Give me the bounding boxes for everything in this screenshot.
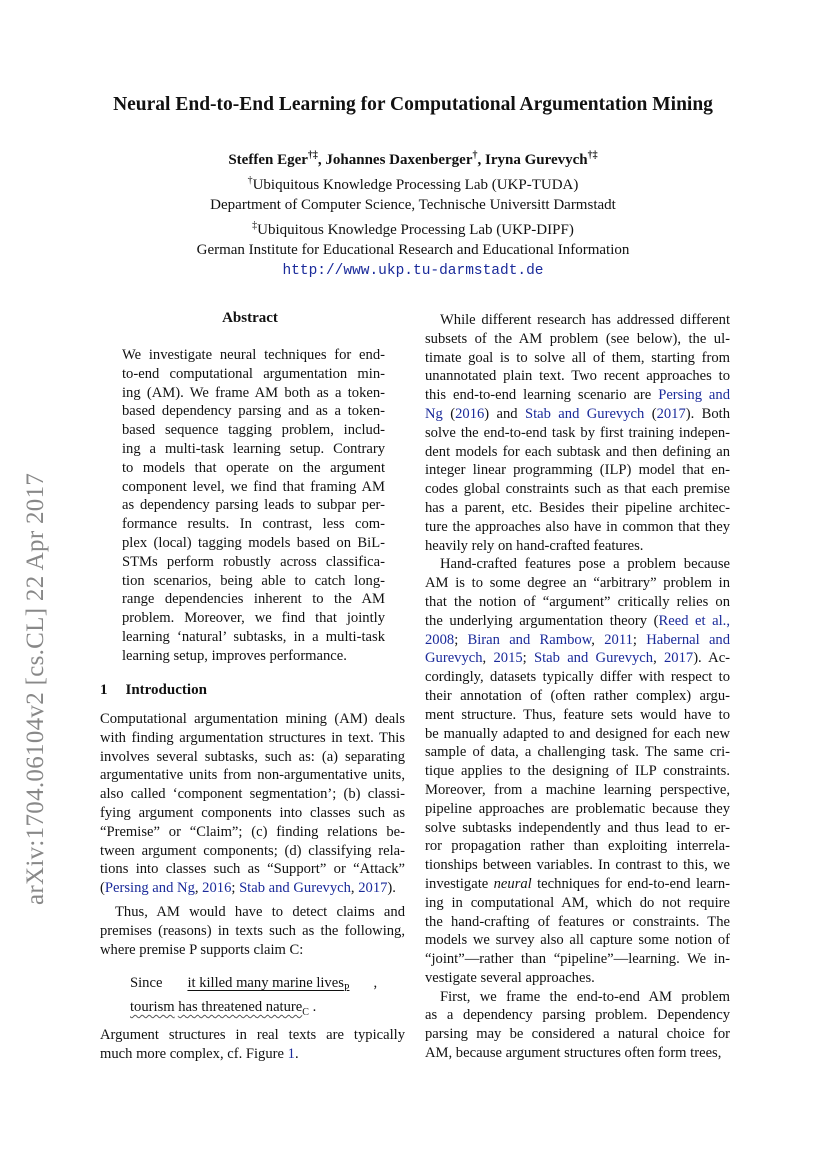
text-span: ; xyxy=(231,880,240,897)
citation-link[interactable]: 1 xyxy=(287,1045,295,1062)
text-span: dent models for each subtask and then defining an xyxy=(425,443,730,460)
text-span: unannotated plain text. Two recent approaches to xyxy=(425,368,730,385)
text-span: , xyxy=(194,880,203,897)
text-span: ( xyxy=(100,880,105,897)
text-span: fying argument components into classes such as xyxy=(100,804,405,821)
text-line xyxy=(425,1006,730,1025)
text-span: While different research has addressed different xyxy=(440,312,730,328)
text-line xyxy=(100,748,405,767)
text-line xyxy=(425,856,730,875)
text-span: learning setup, improves performance. xyxy=(122,647,347,664)
text-span: pipeline approaches are problematic because they xyxy=(425,800,730,817)
example-sentence xyxy=(130,974,400,1022)
text-line xyxy=(425,894,730,913)
citation-link[interactable]: Stab and Gurevych xyxy=(239,880,351,897)
text-line xyxy=(425,781,730,800)
text-line xyxy=(425,330,730,349)
text-line xyxy=(425,386,730,405)
text-line xyxy=(425,931,730,950)
text-span: ror propagation rather than exploiting interrela- xyxy=(425,838,730,855)
citation-link[interactable]: Ng xyxy=(425,405,443,422)
text-line xyxy=(122,572,385,591)
text-line xyxy=(122,647,385,666)
intro-paragraph-2 xyxy=(100,903,405,959)
section-number: 1 xyxy=(100,682,108,698)
text-span: plex (local) tagging models based on BiL- xyxy=(122,534,385,551)
citation-link[interactable]: 2008 xyxy=(425,631,455,648)
text-span: First, we frame the end-to-end AM problem xyxy=(440,988,730,1005)
right-column-body xyxy=(425,311,730,1063)
text-span: ; xyxy=(522,650,534,667)
text-span: ing (AM). We frame AM both as a token- xyxy=(122,384,385,401)
text-span: tion scenarios, being able to catch long- xyxy=(122,572,385,589)
text-line xyxy=(425,950,730,969)
text-span: parsing may be considered a natural choice for xyxy=(425,1026,730,1043)
text-span: Computational argumentation mining (AM) deals xyxy=(100,711,405,727)
text-span: their annotation of (often rather complex) argu- xyxy=(425,687,730,704)
text-line xyxy=(122,553,385,572)
text-line xyxy=(425,649,730,668)
text-line xyxy=(122,496,385,515)
text-span: “joint”—rather than “pipeline”—learning. We in- xyxy=(425,951,730,968)
citation-link[interactable]: Gurevych xyxy=(425,650,483,667)
text-line xyxy=(100,922,405,941)
text-span: the hand-crafting of features or constraints. The xyxy=(425,913,730,930)
text-span: ). xyxy=(387,880,396,897)
text-span: “Premise” or “Claim”; (c) finding relations be- xyxy=(100,823,405,840)
text-line xyxy=(122,609,385,628)
text-line xyxy=(425,1044,730,1063)
claim-text: tourism xyxy=(130,998,175,1015)
text-line xyxy=(100,860,405,879)
text-line xyxy=(122,365,385,384)
text-line xyxy=(100,804,405,823)
text-span: involves several subtasks, such as: (a) separating xyxy=(100,748,405,765)
text-line xyxy=(425,631,730,650)
text-line xyxy=(425,537,730,556)
example-since: Since xyxy=(130,975,163,991)
citation-link[interactable]: 2015 xyxy=(493,650,523,667)
text-span: investigate xyxy=(425,875,494,892)
text-line xyxy=(425,725,730,744)
text-span: also called ‘component segmentation’; (b) classi- xyxy=(100,786,405,803)
text-span: ( xyxy=(442,405,456,422)
text-span: Argument structures in real texts are typically xyxy=(100,1027,405,1043)
text-line xyxy=(122,534,385,553)
text-line xyxy=(100,785,405,804)
text-span: Moreover, from a machine learning perspective, xyxy=(425,781,730,798)
text-span: learning ‘natural’ subtasks, in a multi-task xyxy=(122,628,385,645)
text-span: ture the approaches also have in common that they xyxy=(425,518,730,535)
affil-name: Ubiquitous Knowledge Processing Lab (UKP-TUDA) xyxy=(252,176,579,193)
text-span: , xyxy=(591,631,605,648)
text-line xyxy=(425,574,730,593)
text-span: problem. Moreover, we find that jointly xyxy=(122,610,385,627)
text-line xyxy=(122,346,385,365)
text-span: Hand-crafted features pose a problem because xyxy=(440,556,730,573)
text-span: this end-to-end learning scenario are xyxy=(425,387,659,404)
intro-paragraph-3 xyxy=(100,1026,405,1064)
text-line xyxy=(425,593,730,612)
citation-link[interactable]: 2016 xyxy=(455,405,485,422)
citation-link[interactable]: Habernal and xyxy=(646,631,731,648)
text-line xyxy=(122,440,385,459)
text-span: has a parent, etc. Besides their pipeline architec- xyxy=(425,499,730,516)
affiliation-1 xyxy=(0,171,826,196)
text-span: solve the end-to-end task by first training indepen- xyxy=(425,424,730,441)
text-line xyxy=(122,402,385,421)
author-mark: † xyxy=(472,150,478,161)
claim-text: has threatened nature xyxy=(178,998,303,1015)
text-line xyxy=(122,590,385,609)
text-line xyxy=(425,555,730,574)
text-span: , xyxy=(482,650,494,667)
text-span: ing a multi-task learning setup. Contrary xyxy=(122,440,385,457)
text-line xyxy=(425,349,730,368)
text-line xyxy=(425,913,730,932)
text-line xyxy=(425,367,730,386)
text-span: ( xyxy=(644,405,657,422)
abstract-heading: Abstract xyxy=(222,310,278,326)
citation-link[interactable]: Biran and Rambow xyxy=(467,631,592,648)
text-span: Thus, AM would have to detect claims and xyxy=(115,904,405,920)
text-span: premises (reasons) in texts such as the following, xyxy=(100,922,405,939)
text-line xyxy=(100,729,405,748)
text-line xyxy=(100,766,405,785)
text-span: based sequence tagging problem, includ- xyxy=(122,422,385,439)
text-span: ). Both xyxy=(685,405,731,422)
text-span: AM, because argument structures often form trees, xyxy=(425,1045,722,1062)
text-span: heavily rely on hand-crafted features. xyxy=(425,537,644,554)
text-line xyxy=(425,837,730,856)
text-line xyxy=(425,461,730,480)
text-line xyxy=(425,875,730,894)
text-span: be manually adapted to and designed for each new xyxy=(425,725,730,742)
text-span: formance results. In contrast, less com- xyxy=(122,516,385,533)
text-span: solve subtasks independently and thus lead to er- xyxy=(425,819,730,836)
text-span: ment structure. Thus, feature sets would have to xyxy=(425,706,730,723)
text-span: techniques for end-to-end learn- xyxy=(531,875,730,892)
text-line xyxy=(425,424,730,443)
text-span: timate goal is to solve all of them, starting from xyxy=(425,349,730,366)
text-line xyxy=(425,1025,730,1044)
text-line xyxy=(425,762,730,781)
text-line xyxy=(122,628,385,647)
citation-link[interactable]: 2017 xyxy=(656,405,686,422)
text-span: as a dependency parsing problem. Dependency xyxy=(425,1007,730,1024)
premise-text: it killed many marine lives xyxy=(187,975,344,991)
author-block xyxy=(0,146,826,281)
text-span: ). Ac- xyxy=(693,650,731,667)
text-span: . xyxy=(294,1045,299,1062)
text-span: to-end computational argumentation min- xyxy=(122,365,385,382)
text-span: range dependencies inherent to the AM xyxy=(122,591,385,608)
text-span: tique applies to the designing of ILP constraints. xyxy=(425,763,730,780)
example-premise xyxy=(187,975,350,994)
author-mark: †‡ xyxy=(587,150,598,161)
text-line xyxy=(100,903,405,922)
text-line xyxy=(425,311,730,330)
affiliation-2 xyxy=(0,216,826,241)
author-name: Johannes Daxenberger xyxy=(325,152,473,168)
author-name: Iryna Gurevych xyxy=(484,152,588,168)
text-line xyxy=(425,969,730,988)
text-span: to models that operate on the argument xyxy=(122,459,385,476)
text-line xyxy=(425,706,730,725)
citation-link[interactable]: Stab and Gurevych xyxy=(533,650,654,667)
text-span: , xyxy=(350,880,359,897)
author-name: Steffen Eger xyxy=(228,152,308,168)
text-span: tween argument components; (d) classifying rela- xyxy=(100,842,405,859)
text-line xyxy=(425,499,730,518)
text-line xyxy=(425,988,730,1007)
text-span: argumentative units from non-argumentative units, xyxy=(100,767,405,784)
text-line xyxy=(425,518,730,537)
text-line xyxy=(100,842,405,861)
arxiv-identifier-sidebar: arXiv:1704.06104v2 [cs.CL] 22 Apr 2017 xyxy=(22,472,49,905)
text-span: STMs perform robustly across classifica- xyxy=(122,553,385,570)
citation-link[interactable]: 2017 xyxy=(664,650,694,667)
text-span: ; xyxy=(632,631,647,648)
affil-name: Ubiquitous Knowledge Processing Lab (UKP-DIPF) xyxy=(257,221,574,238)
claim-label: C xyxy=(302,1006,309,1018)
text-span: sample of data, a challenging task. The same cri- xyxy=(425,744,730,761)
affil-mark: ‡ xyxy=(252,219,258,231)
text-line xyxy=(425,480,730,499)
text-span: ; xyxy=(454,631,468,648)
text-line xyxy=(100,879,405,898)
text-line xyxy=(122,459,385,478)
text-line xyxy=(122,478,385,497)
section-heading-introduction xyxy=(100,682,405,699)
citation-link[interactable]: Persing and xyxy=(658,387,730,404)
url-link[interactable]: http://www.ukp.tu-darmstadt.de xyxy=(282,262,544,279)
text-span: subsets of the AM problem (see below), the ul- xyxy=(425,330,730,347)
text-line xyxy=(425,668,730,687)
text-span: the underlying argumentation theory ( xyxy=(425,612,659,629)
text-span: ing in computational AM, which do not require xyxy=(425,894,730,911)
text-line xyxy=(122,421,385,440)
text-line xyxy=(100,1045,405,1064)
text-span: tions into classes such as “Support” or “Attack” xyxy=(100,861,405,878)
text-line xyxy=(122,384,385,403)
text-span: models we survey also all capture some notion of xyxy=(425,932,730,949)
text-span: ) and xyxy=(484,405,525,422)
example-claim xyxy=(130,999,302,1015)
citation-link[interactable]: 2017 xyxy=(358,880,388,897)
text-span: where premise P supports claim C: xyxy=(100,941,304,958)
citation-link[interactable]: Stab and Gurevych xyxy=(524,405,645,422)
text-line xyxy=(425,819,730,838)
text-line xyxy=(100,823,405,842)
affiliation-1-dept: Department of Computer Science, Technische Universitt Darmstadt xyxy=(210,197,616,213)
text-line xyxy=(425,687,730,706)
text-line xyxy=(425,443,730,462)
text-line xyxy=(100,710,405,729)
example-period: . xyxy=(312,998,317,1015)
citation-link[interactable]: Reed et al., xyxy=(658,612,730,629)
text-span: much more complex, cf. Figure xyxy=(100,1045,288,1062)
author-mark: †‡ xyxy=(307,150,318,161)
affil-mark: † xyxy=(247,174,253,186)
text-span: that the notion of “argument” critically relies on xyxy=(425,593,730,610)
text-span: tionships between variables. In contrast to this, we xyxy=(425,857,730,874)
text-line xyxy=(425,800,730,819)
text-span: component level, we find that framing AM xyxy=(122,478,385,495)
text-span: , xyxy=(653,650,664,667)
author-names: Steffen Eger†‡, Johannes Daxenberger†, Iryna Gurevych†‡ xyxy=(228,150,598,168)
text-line xyxy=(425,405,730,424)
text-line xyxy=(100,1026,405,1045)
abstract-body xyxy=(122,346,385,666)
text-line xyxy=(100,941,405,960)
citation-link[interactable]: Persing and Ng xyxy=(104,880,195,897)
premise-label: P xyxy=(343,982,350,994)
text-span: based dependency parsing and as a token- xyxy=(122,403,385,420)
affiliation-2-inst: German Institute for Educational Research and Educational Information xyxy=(196,242,630,258)
text-span: AM is to some degree an “arbitrary” problem in xyxy=(425,575,730,592)
section-title: Introduction xyxy=(125,682,207,698)
example-comma: , xyxy=(373,975,378,991)
text-line xyxy=(122,515,385,534)
text-line xyxy=(425,743,730,762)
citation-link[interactable]: 2011 xyxy=(604,631,633,648)
citation-link[interactable]: 2016 xyxy=(202,880,232,897)
text-span: codes global constraints such as that each premise xyxy=(425,481,730,498)
text-span: cordingly, datasets typically differ with respect to xyxy=(425,669,730,686)
text-line xyxy=(425,612,730,631)
intro-paragraph-1 xyxy=(100,710,405,898)
paper-title: Neural End-to-End Learning for Computational Argumentation Mining xyxy=(113,94,713,115)
emphasis-text: neural xyxy=(493,875,532,892)
text-span: vestigate several approaches. xyxy=(425,969,595,986)
text-span: integer linear programming (ILP) model that en- xyxy=(425,462,730,479)
text-span: with finding argumentation structures in text. This xyxy=(100,729,405,746)
text-span: as dependency parsing leads to subpar per- xyxy=(122,497,385,514)
text-span: We investigate neural techniques for end- xyxy=(122,347,385,363)
